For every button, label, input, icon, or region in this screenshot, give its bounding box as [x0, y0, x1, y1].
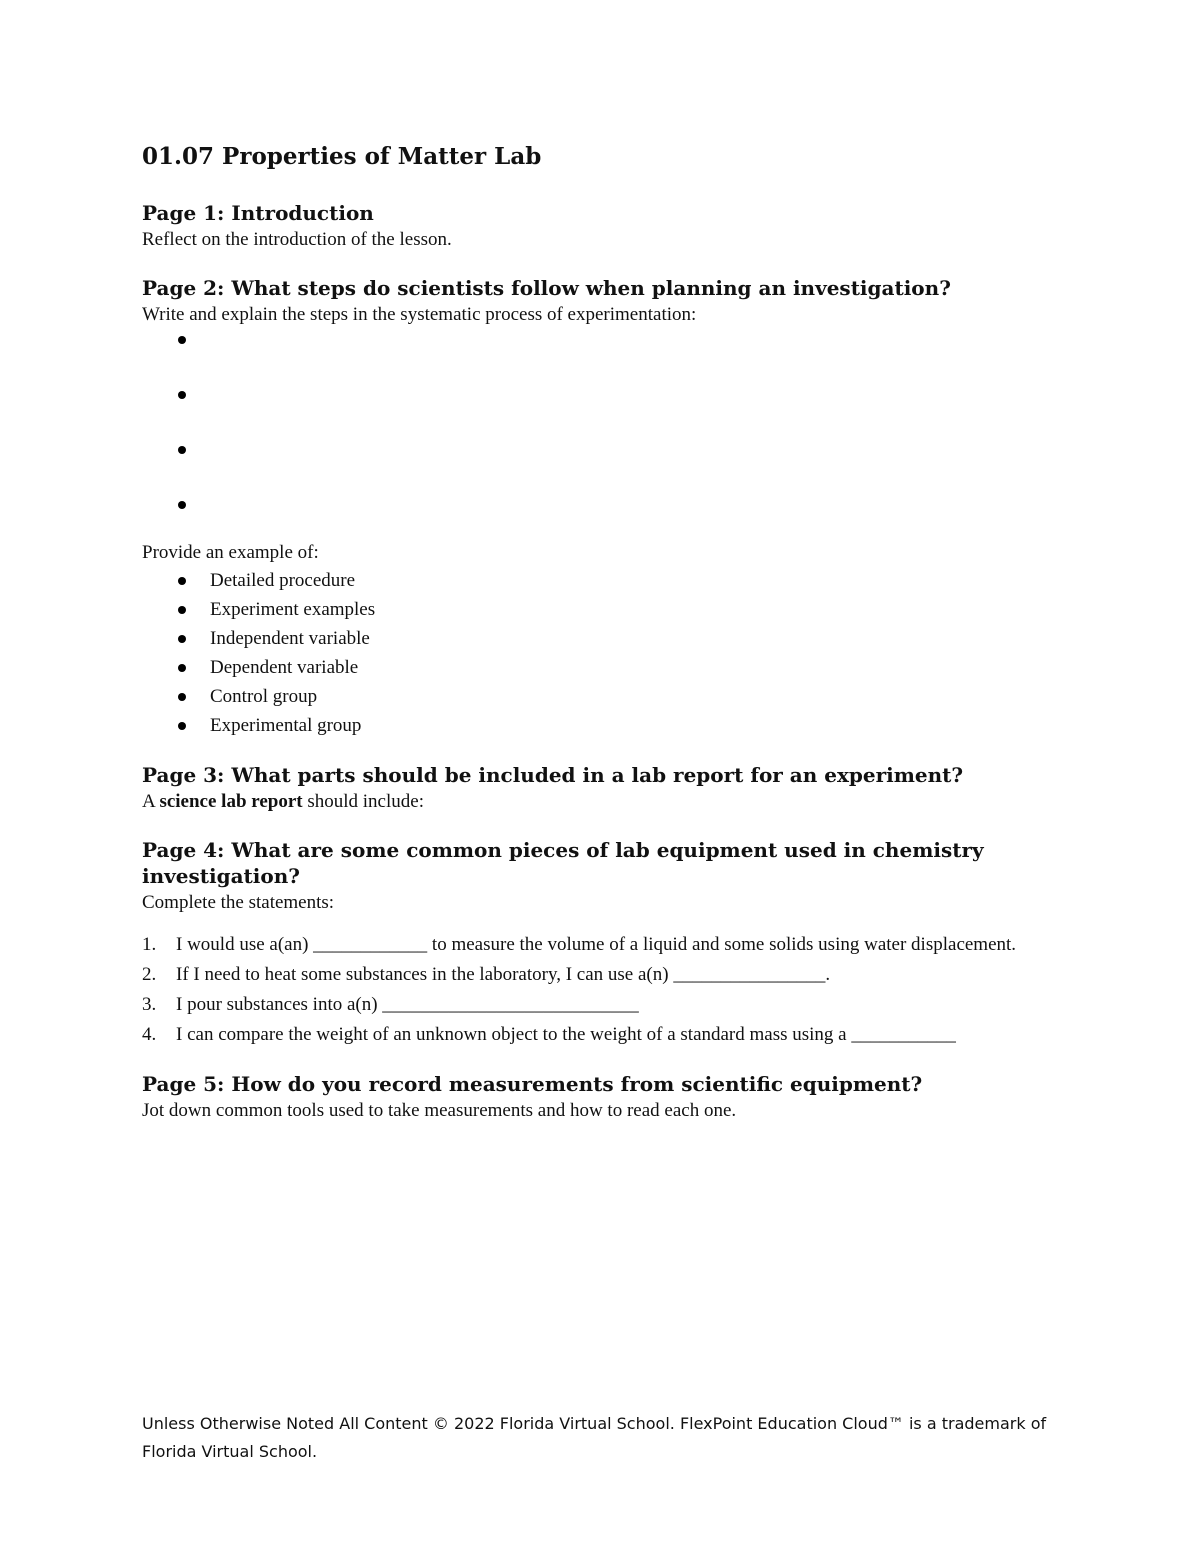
- bullet-icon: [178, 606, 186, 614]
- bullet-icon: [178, 391, 186, 399]
- list-item: Experimental group: [142, 711, 1062, 740]
- list-item: Detailed procedure: [142, 566, 1062, 595]
- bullet-icon: [178, 722, 186, 730]
- list-item: 3. I pour substances into a(n) ___________________________: [142, 994, 639, 1015]
- list-item: Experiment examples: [142, 595, 1062, 624]
- page-5-heading: Page 5: How do you record measurements from scientific equipment?: [142, 1072, 923, 1096]
- document-title: 01.07 Properties of Matter Lab: [142, 143, 542, 170]
- section-page-2: [142, 275, 1062, 740]
- list-item: Dependent variable: [142, 653, 1062, 682]
- page-5-text: Jot down common tools used to take measurements and how to read each one.: [142, 1100, 737, 1121]
- page-2-text: Write and explain the steps in the systematic process of experimentation:: [142, 304, 697, 325]
- list-item: Control group: [142, 682, 1062, 711]
- bullet-icon: [178, 501, 186, 509]
- list-item: Independent variable: [142, 624, 1062, 653]
- bullet-icon: [178, 664, 186, 672]
- empty-bullet: [142, 385, 1062, 440]
- bullet-icon: [178, 336, 186, 344]
- bullet-icon: [178, 635, 186, 643]
- step-bullet-list: [142, 330, 1062, 535]
- page-3-heading: Page 3: What parts should be included in a lab report for an experiment?: [142, 763, 964, 787]
- example-intro: Provide an example of:: [142, 542, 319, 563]
- page-3-text: A science lab report should include:: [142, 791, 424, 812]
- example-list: [142, 566, 1062, 740]
- list-item: 2. If I need to heat some substances in the laboratory, I can use a(n) ________________.: [142, 964, 831, 985]
- document-page: [142, 140, 1062, 1146]
- list-item: 1. I would use a(an) ____________ to measure the volume of a liquid and some solids using water displacement.: [142, 934, 1017, 955]
- section-page-5: [142, 1071, 1062, 1124]
- list-item: 4. I can compare the weight of an unknown object to the weight of a standard mass using a ___________: [142, 1024, 956, 1045]
- empty-bullet: [142, 495, 1062, 535]
- statement-list: [142, 930, 1062, 1049]
- page-1-text: Reflect on the introduction of the lesson.: [142, 229, 452, 250]
- copyright-footer: Unless Otherwise Noted All Content © 2022 Florida Virtual School. FlexPoint Education Cloud™ is a trademark of Florida Virtual School.: [142, 1414, 1047, 1461]
- page-4-text: Complete the statements:: [142, 892, 335, 913]
- page-1-heading: Page 1: Introduction: [142, 201, 374, 225]
- section-page-4: [142, 837, 1062, 1049]
- bullet-icon: [178, 446, 186, 454]
- bullet-icon: [178, 577, 186, 585]
- empty-bullet: [142, 330, 1062, 385]
- bullet-icon: [178, 693, 186, 701]
- page-4-heading: Page 4: What are some common pieces of lab equipment used in chemistry investigation?: [142, 838, 984, 888]
- section-page-3: [142, 762, 1062, 815]
- page-2-heading: Page 2: What steps do scientists follow when planning an investigation?: [142, 276, 951, 300]
- section-page-1: [142, 200, 1062, 253]
- empty-bullet: [142, 440, 1062, 495]
